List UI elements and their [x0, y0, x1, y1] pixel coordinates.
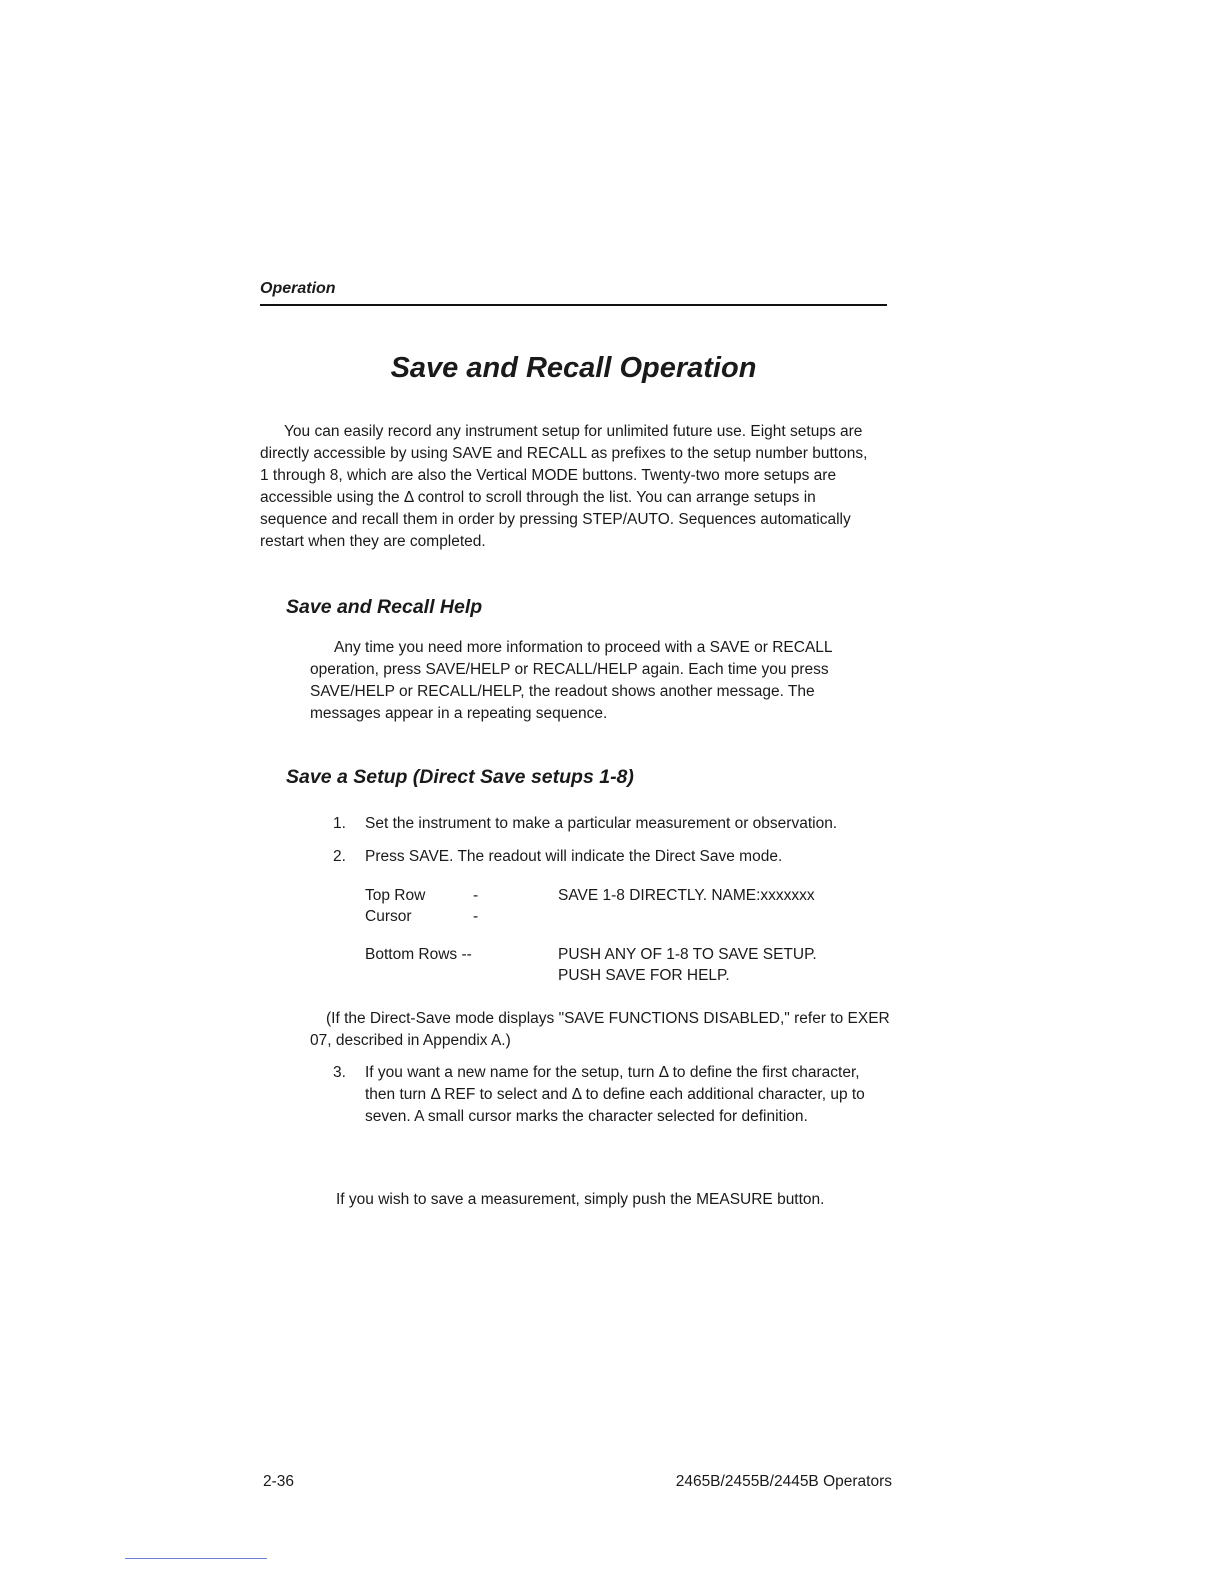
header-rule — [260, 304, 887, 306]
step-number: 2. — [333, 848, 346, 865]
readout-label-line: Cursor — [365, 908, 412, 925]
bottom-mark-line — [125, 1558, 267, 1559]
save-section-heading: Save a Setup (Direct Save setups 1-8) — [286, 766, 634, 788]
readout-message — [558, 885, 815, 906]
help-section-heading: Save and Recall Help — [286, 596, 483, 618]
step-text: Press SAVE. The readout will indicate the Direct Save mode. — [365, 848, 783, 865]
readout-message-line: PUSH SAVE FOR HELP. — [558, 967, 730, 984]
readout-label — [365, 885, 425, 927]
readout-label — [365, 944, 472, 965]
readout-dash: -- — [473, 887, 479, 925]
intro-paragraph: You can easily record any instrument setup for unlimited future use. Eight setups are directly accessible by using SAVE and RECALL as prefixes to the setup number buttons, 1 through 8, which are also the Vertical MODE buttons. Twenty-two more setups are accessible using the Δ control to scroll through the list. You can arrange setups in sequence and recall them in order by pressing STEP/AUTO. Sequences automatically restart when they are completed. — [260, 423, 868, 550]
readout-label-line: Top Row — [365, 887, 426, 904]
help-section-paragraph: Any time you need more information to proceed with a SAVE or RECALL operation, press SAVE/HELP or RECALL/HELP again. Each time you press SAVE/HELP or RECALL/HELP, the readout shows another message. The messages appear in a repeating sequence. — [310, 639, 832, 722]
step-number: 3. — [333, 1064, 346, 1081]
step-text: Set the instrument to make a particular measurement or observation. — [365, 815, 838, 832]
page-title: Save and Recall Operation — [390, 352, 757, 384]
readout-message-line: SAVE 1-8 DIRECTLY. NAME:xxxxxxx — [558, 887, 815, 904]
disabled-note: (If the Direct-Save mode displays "SAVE FUNCTIONS DISABLED," refer to EXER 07, described in Appendix A.) — [310, 1010, 890, 1049]
step-number: 1. — [333, 815, 346, 832]
step-text: If you want a new name for the setup, turn Δ to define the first character, then turn Δ REF to select and Δ to define each additional character, up to seven. A small cursor marks the character selected for definition. — [365, 1064, 865, 1125]
running-head: Operation — [260, 280, 336, 297]
manual-title: 2465B/2455B/2445B Operators — [675, 1473, 892, 1490]
readout-label-line: Bottom Rows -- — [365, 946, 472, 963]
readout-message — [558, 944, 817, 986]
page-number: 2-36 — [263, 1473, 295, 1490]
readout-message-line: PUSH ANY OF 1-8 TO SAVE SETUP. — [558, 946, 817, 963]
closing-paragraph: If you wish to save a measurement, simply push the MEASURE button. — [336, 1191, 825, 1208]
